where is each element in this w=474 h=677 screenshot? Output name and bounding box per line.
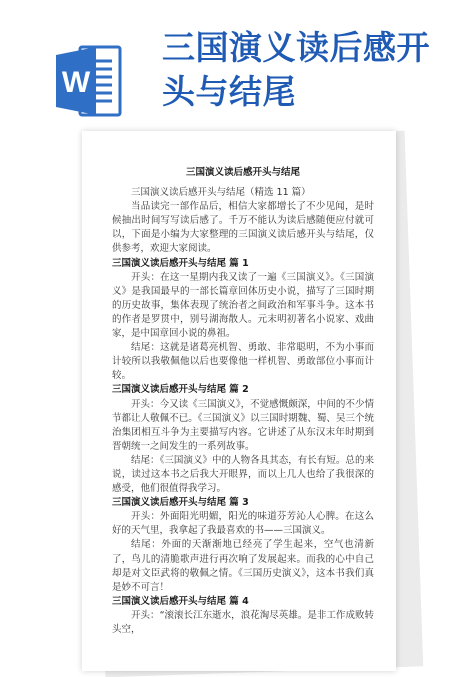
section-heading: 三国演义读后感开头与结尾 篇 2 — [112, 384, 249, 396]
word-document-icon — [56, 43, 122, 119]
paragraph: 结尾：这就是诸葛亮机智、勇敢、非常聪明，不为小事而计较所以我敬佩他以后也要像他一样机智、勇敢部位小事而计较。 — [112, 342, 374, 382]
document-title: 三国演义读后感开头与结尾 — [185, 167, 300, 178]
page-headline: 三国演义读后感开头与结尾 — [162, 28, 430, 111]
word-logo-letter: W — [61, 66, 91, 99]
paragraph: 开头：“滚滚长江东逝水，浪花淘尽英雄。是非工作成败转头空， — [112, 609, 374, 635]
paragraph: 结尾：《三国演义》中的人物各具其态，有长有短。总的来说，读过这本书之后我大开眼界，而以上几人也给了我很深的感受，他们很值得我学习。 — [112, 454, 374, 495]
section-heading: 三国演义读后感开头与结尾 篇 4 — [112, 595, 249, 607]
document-blocks — [112, 186, 374, 637]
paragraph: 开头：在这一星期内我又读了一遍《三国演义》。《三国演义》是我国最早的一部长篇章回体历史小说，描写了三国时期的历史故事，集体表现了统治者之间政治和军事斗争。这本书的作者是罗贯中，别号湖海散人。元末明初著名小说家、戏曲家，是中国章回小说的鼻祖。 — [112, 271, 374, 340]
section-heading: 三国演义读后感开头与结尾 篇 3 — [112, 497, 249, 509]
document-body — [112, 166, 374, 637]
section-heading: 三国演义读后感开头与结尾 篇 1 — [112, 257, 249, 269]
paragraph: 结尾：外面的天渐渐地已经亮了学生起来，空气也清新了，鸟儿的清脆歌声进行再次响了发展起来。而我的心中自己却是对文臣武将的敬佩之情。《三国历史演义》，这本书我们真是妙不可言！ — [112, 539, 374, 593]
paragraph: 开头：今又读《三国演义》，不觉感慨颇深，中间的不少情节都让人敬佩不已。《三国演义》以三国时期魏、蜀、吴三个统治集团相互斗争为主要描写内容。它讲述了从东汉末年时期到晋朝统一之间发生的一系列故事。 — [112, 398, 374, 452]
paragraph: 三国演义读后感开头与结尾（精选 11 篇） — [131, 187, 311, 199]
paragraph: 开头：外面阳光明媚，阳光的味道芬芳沁人心脾。在这么好的天气里，我拿起了我最喜欢的书——三国演义。 — [112, 511, 374, 537]
paragraph: 当品读完一部作品后，相信大家都增长了不少见闻，是时候抽出时间写写读后感了。千万不能认为读后感随便应付就可以，下面是小编为大家整理的三国演义读后感开头与结尾，仅供参考，欢迎大家阅读。 — [112, 201, 374, 255]
